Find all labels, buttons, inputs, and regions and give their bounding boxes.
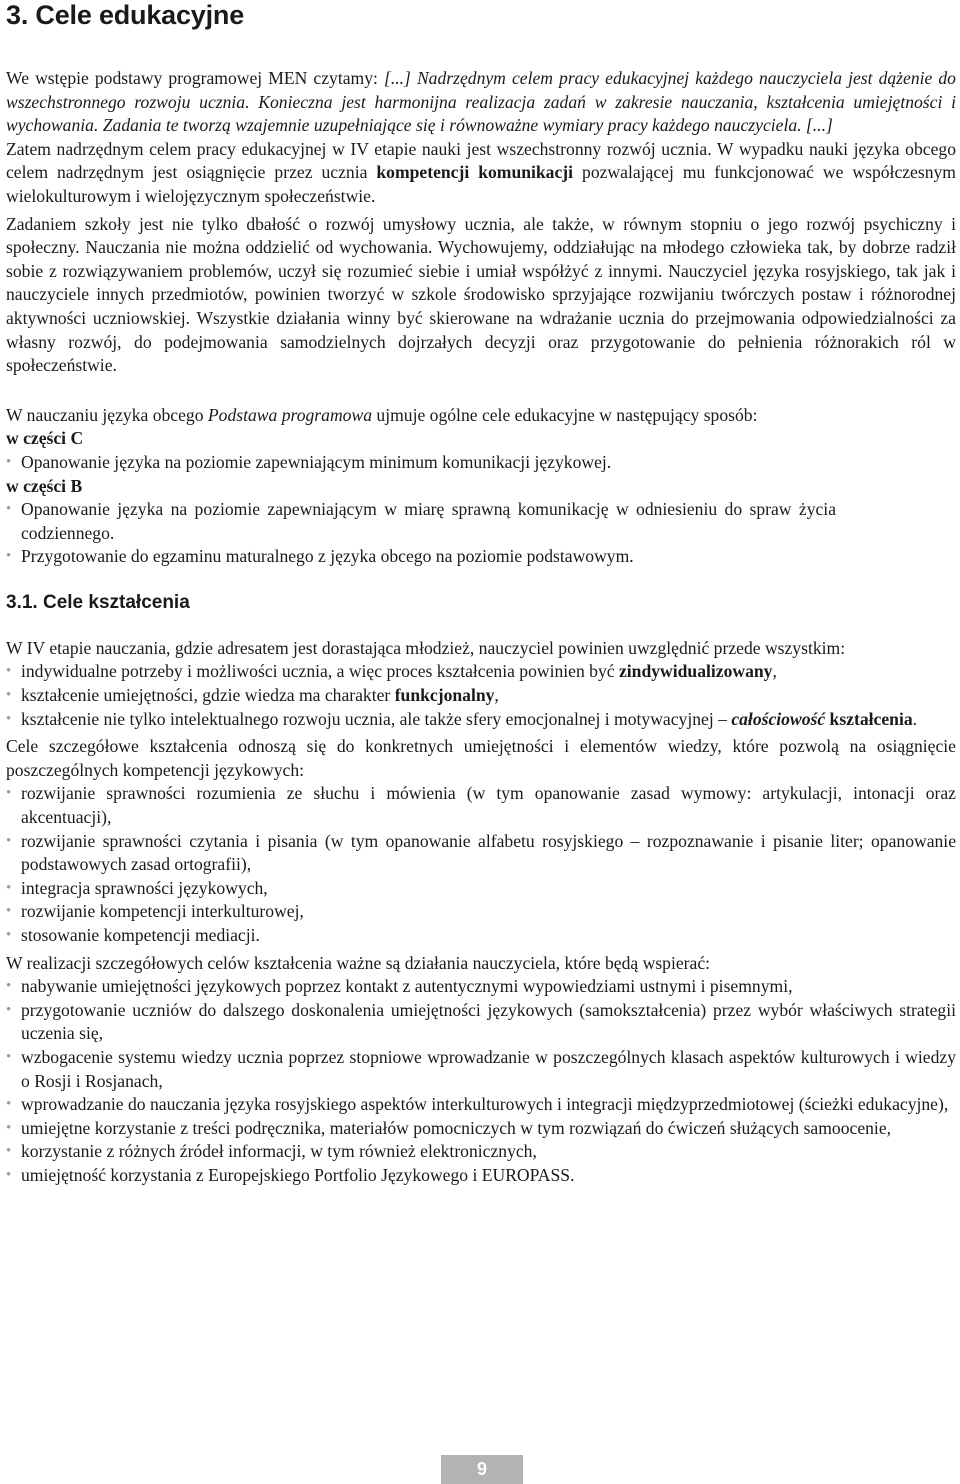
part-b-list (6, 498, 956, 569)
list-item: • Opanowanie języka na poziomie zapewniającym minimum komunikacji językowej. (6, 451, 956, 475)
goal-text-end: pozwalającej mu funkcjonować we współczesnym wielokulturowym i wielojęzycznym społeczeństwie. (6, 162, 956, 206)
document-body (6, 67, 956, 1188)
teacher-actions-paragraph: W realizacji szczegółowych celów kształcenia ważne są działania nauczyciela, które będą wspierać: (6, 952, 711, 973)
list-item-text: kształcenie nie tylko intelektualnego rozwoju ucznia, ale także sfery emocjonalnej i motywacyjnej – (21, 708, 732, 729)
education-term: kształcenia (825, 708, 913, 729)
list-item: • umiejętne korzystanie z treści podręcznika, materiałów pomocniczych w tym rozwiązań do ćwiczeń służących samoocenie, (6, 1117, 956, 1141)
list-item: • rozwijanie sprawności rozumienia ze słuchu i mówienia (w tym opanowanie zasad wymowy: artykulacji, intonacji oraz akcentuacji), (6, 782, 956, 829)
communication-competence-term: kompetencji komunikacji (376, 162, 574, 183)
holistic-term: całościowość (731, 708, 826, 729)
part-c-label: w części C (6, 428, 84, 449)
list-item: • rozwijanie kompetencji interkulturowej, (6, 900, 956, 924)
part-c-list (6, 451, 956, 475)
subsection-title: 3.1. Cele kształcenia (6, 591, 190, 613)
individualized-term: zindywidualizowany (618, 661, 773, 682)
functional-term: funkcjonalny (394, 685, 495, 706)
list-item (6, 684, 956, 708)
part-b-label: w części B (6, 475, 83, 496)
school-task-paragraph: Zadaniem szkoły jest nie tylko dbałość o rozwój umysłowy ucznia, ale także, w równym stopniu o jego rozwój psychiczny i społeczny. Nauczania nie można oddzielić od wychowania. Wychowujemy, oddziałując na młodego człowieka tak, by dobrze radził sobie z rozwiązywaniem problemów, uczył się rozumieć siebie i umiał współżyć z innymi. Nauczyciel języka rosyjskiego, tak jak i nauczyciele innych przedmiotów, powinien tworzyć w szkole środowisko sprzyjające rozwijaniu twórczych postaw i różnorodnej aktywności uczniowskiej. Wszystkie działania winny być skierowane na wdrażanie ucznia do przejmowania odpowiedzialności za własny rozwój, do podejmowania samodzielnych dojrzałych decyzji oraz przygotowanie do pełnienia różnorakich ról w społeczeństwie. (6, 213, 956, 376)
list-item: • stosowanie kompetencji mediacji. (6, 924, 956, 948)
list-item-text: indywidualne potrzeby i możliwości ucznia, a więc proces kształcenia powinien być (21, 661, 619, 682)
list-item: • Opanowanie języka na poziomie zapewniającym w miarę sprawną komunikację w odniesieniu do spraw życia codziennego. (6, 498, 956, 545)
detailed-goals-paragraph: Cele szczegółowe kształcenia odnoszą się do konkretnych umiejętności i elementów wiedzy, które pozwolą na osiągnięcie poszczególnych kompetencji językowych: (6, 736, 956, 780)
goals-intro-text: W nauczaniu języka obcego (6, 404, 208, 425)
list-item: • wzbogacenie systemu wiedzy ucznia poprzez stopniowe wprowadzanie w poszczególnych klasach aspektów kulturowych i wiedzy o Rosji i Rosjanach, (6, 1046, 956, 1093)
goals-intro-text-end: ujmuje ogólne cele edukacyjne w następujący sposób: (372, 404, 758, 425)
section-title: 3. Cele edukacyjne (6, 0, 245, 30)
goals-intro-paragraph (6, 404, 956, 428)
list-item: • wprowadzanie do nauczania języka rosyjskiego aspektów interkulturowych i integracji międzyprzedmiotowej (ścieżki edukacyjne), (6, 1093, 956, 1117)
list-item-punct: . (912, 708, 918, 729)
teacher-actions-list (6, 975, 956, 1187)
podstawa-programowa-title: Podstawa programowa (207, 404, 372, 425)
men-quote: [...] Nadrzędnym celem pracy edukacyjnej każdego nauczyciela jest dążenie do wszechstronnego rozwoju ucznia. Konieczna jest harmonijna realizacja zadań w zakresie nauczania, kształcenia umiejętności i wychowania. Zadania te tworzą wzajemnie uzupełniające się i równoważne wymiary pracy każdego nauczyciela. [...] (6, 68, 956, 136)
list-item: • Przygotowanie do egzaminu maturalnego z języka obcego na poziomie podstawowym. (6, 545, 956, 569)
intro-paragraph-quote (6, 67, 956, 138)
page-number: 9 (441, 1455, 523, 1484)
list-item: • korzystanie z różnych źródeł informacji, w tym również elektronicznych, (6, 1140, 956, 1164)
list-item-punct: , (772, 661, 777, 682)
list-item-punct: , (494, 685, 499, 706)
intro-lead-text: We wstępie podstawy programowej MEN czytamy: (6, 68, 384, 88)
list-item: • nabywanie umiejętności językowych poprzez kontakt z autentycznymi wypowiedziami ustnymi i pisemnymi, (6, 975, 956, 999)
list-item-text: kształcenie umiejętności, gdzie wiedza ma charakter (21, 685, 395, 706)
list-item (6, 708, 956, 732)
list-item: • integracja sprawności językowych, (6, 877, 956, 901)
list-item: • umiejętność korzystania z Europejskiego Portfolio Językowego i EUROPASS. (6, 1164, 956, 1188)
priorities-list (6, 660, 956, 731)
list-item: • przygotowanie uczniów do dalszego doskonalenia umiejętności językowych (samokształcenia) przez wybór właściwych strategii uczenia się, (6, 999, 956, 1046)
intro-paragraph-goal (6, 138, 956, 209)
list-item (6, 660, 956, 684)
subsection-intro-paragraph: W IV etapie nauczania, gdzie adresatem jest dorastająca młodzież, nauczyciel powinien uwzględnić przede wszystkim: (6, 637, 846, 658)
list-item: • rozwijanie sprawności czytania i pisania (w tym opanowanie alfabetu rosyjskiego – rozpoznawanie i pisanie liter; opanowanie podstawowych zasad ortografii), (6, 830, 956, 877)
detailed-goals-list (6, 782, 956, 947)
goal-text: Zatem nadrzędnym celem pracy edukacyjnej w IV etapie nauki jest wszechstronny rozwój ucznia. W wypadku nauki języka obcego celem nadrzędnym jest osiągnięcie przez ucznia (6, 138, 956, 183)
